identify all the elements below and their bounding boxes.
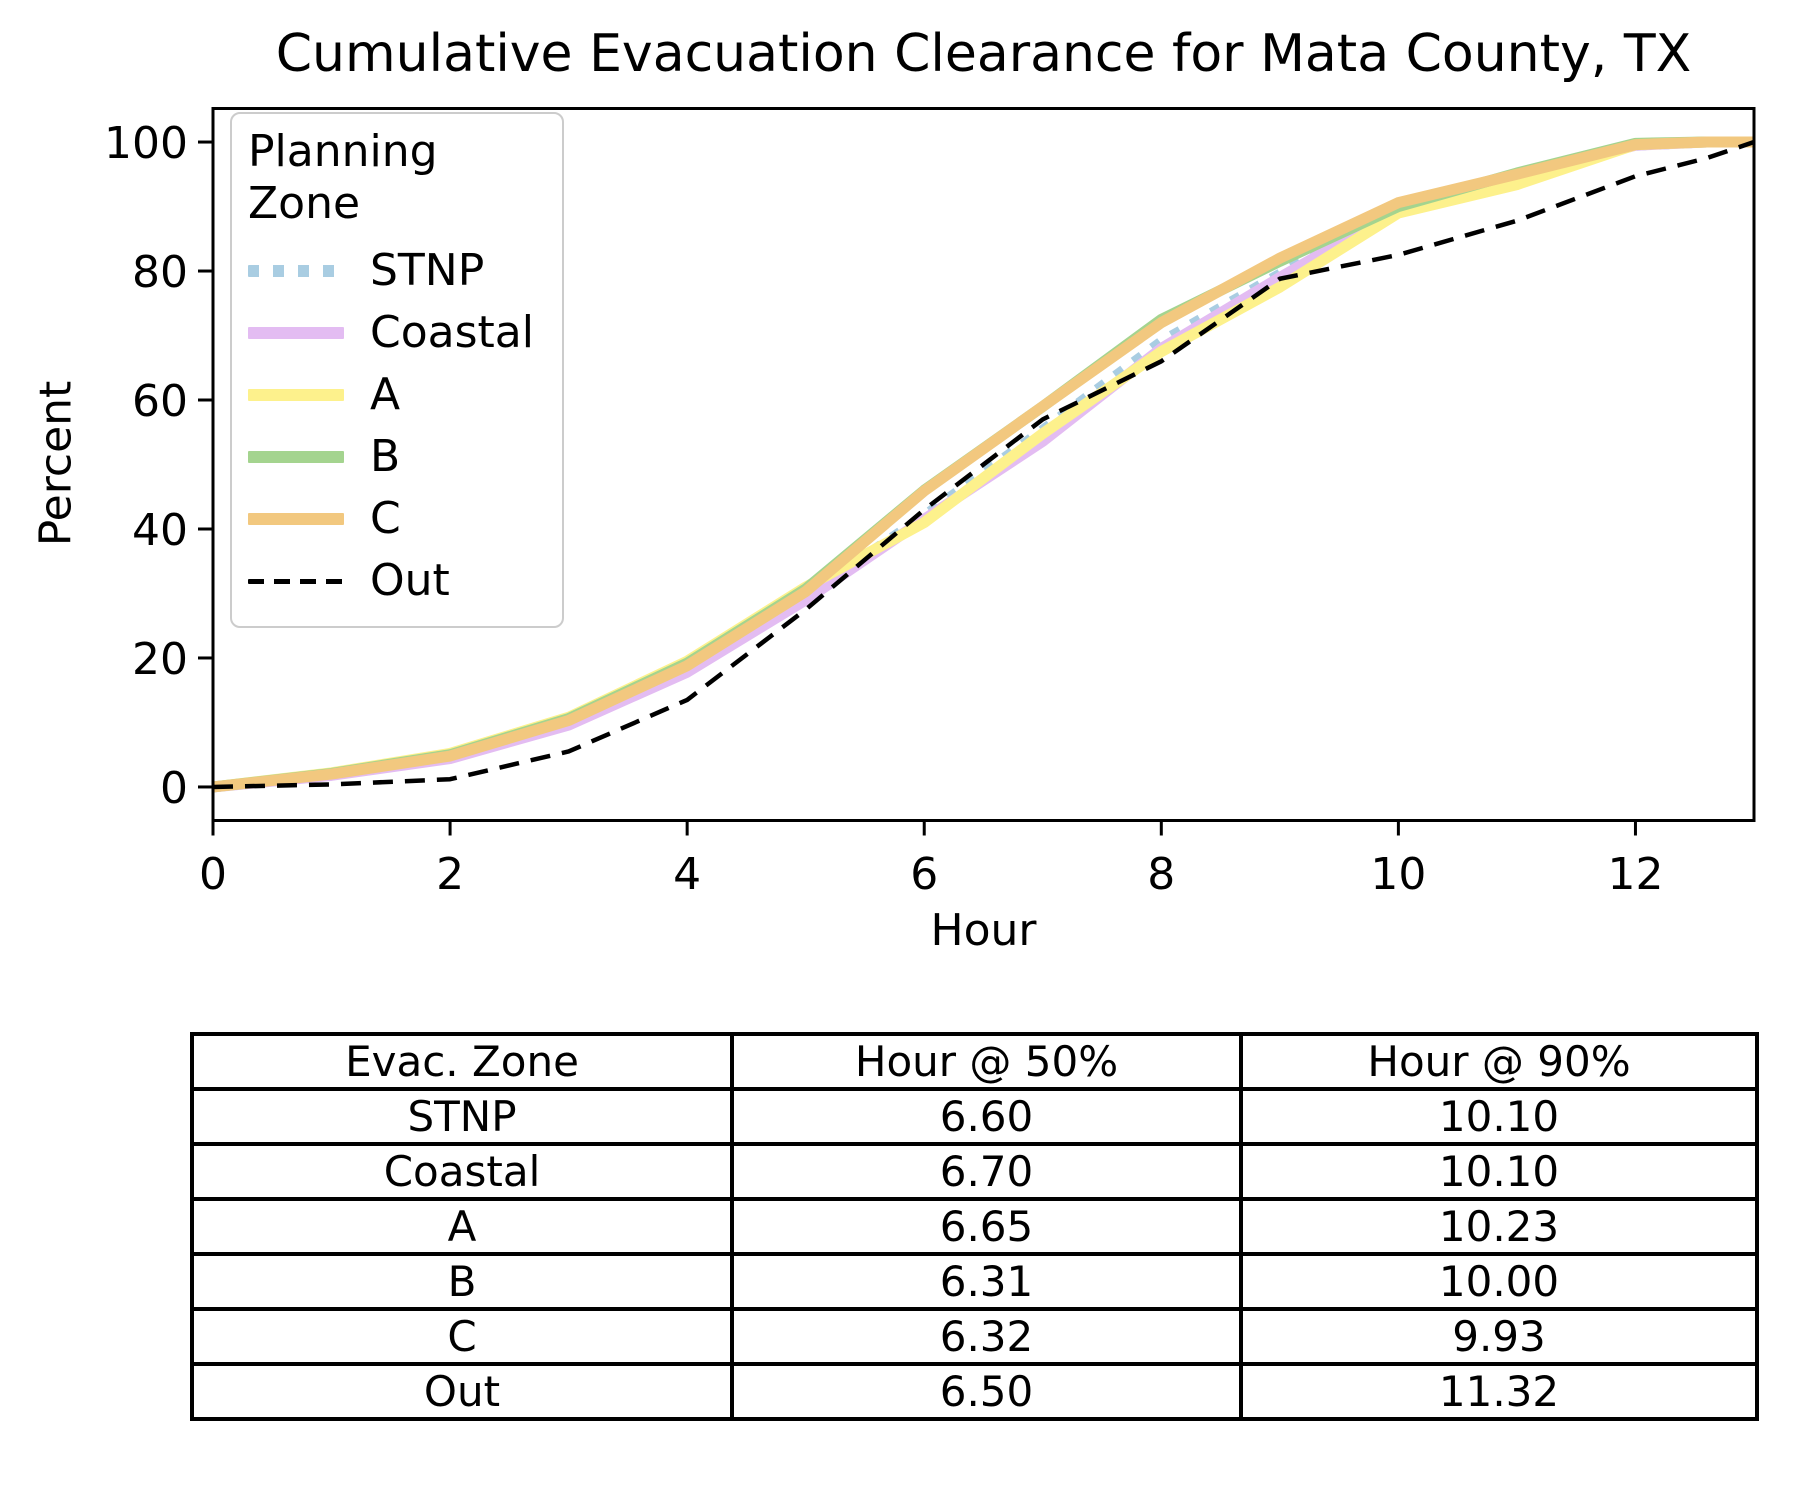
legend-items [248,240,552,612]
legend-item-a [248,364,552,426]
table-row-coastal [192,1144,1757,1199]
x-tick-label: 10 [1370,849,1427,900]
y-tick-label: 60 [132,376,188,428]
legend-label: Out [370,555,450,606]
y-tick-label: 80 [132,247,188,299]
legend-label: C [370,493,401,544]
legend-swatch-solid [248,451,344,463]
legend-item-c [248,488,552,550]
legend-swatch-dotted [248,265,344,277]
legend-swatch-dashed [248,579,344,584]
table-cell: 10.23 [1241,1199,1757,1254]
clearance-summary-table [190,1032,1759,1421]
y-tick-label: 0 [160,762,188,814]
legend [230,112,564,628]
table-cell: Coastal [192,1144,732,1199]
y-tick-label: 40 [132,504,188,556]
table-cell: 10.10 [1241,1089,1757,1144]
y-tick-label: 20 [132,633,188,685]
table-cell: 6.32 [732,1309,1241,1364]
y-axis-label: Percent [30,380,82,547]
table-cell: B [192,1254,732,1309]
legend-swatch-solid [248,327,344,339]
legend-label: Coastal [370,307,534,358]
legend-item-coastal [248,302,552,364]
table-header-cell: Hour @ 90% [1241,1034,1757,1089]
legend-swatch-solid [248,513,344,525]
legend-title: Planning Zone [248,126,438,229]
table-header-cell: Hour @ 50% [732,1034,1241,1089]
table-cell: 10.00 [1241,1254,1757,1309]
x-axis-label: Hour [930,905,1037,956]
table-row-stnp [192,1089,1757,1144]
legend-item-stnp [248,240,552,302]
y-tick-label: 100 [104,118,188,170]
legend-label: STNP [370,245,485,296]
table-cell: A [192,1199,732,1254]
x-tick-label: 4 [673,849,702,900]
table-cell: 6.50 [732,1364,1241,1419]
table-cell: 10.10 [1241,1144,1757,1199]
table-header-row [192,1034,1757,1089]
table-row-c [192,1309,1757,1364]
table-cell: 6.60 [732,1089,1241,1144]
table-row-out [192,1364,1757,1419]
table-cell: Out [192,1364,732,1419]
x-tick-label: 0 [199,849,227,900]
table-row-a [192,1199,1757,1254]
table-row-b [192,1254,1757,1309]
table-cell: 11.32 [1241,1364,1757,1419]
legend-label: A [370,369,401,420]
table-cell: 9.93 [1241,1309,1757,1364]
table-header-cell: Evac. Zone [192,1034,732,1089]
chart-title: Cumulative Evacuation Clearance for Mata County, TX [275,24,1692,84]
table-cell: 6.31 [732,1254,1241,1309]
x-tick-label: 2 [436,849,465,900]
legend-label: B [370,431,401,482]
table-cell: STNP [192,1089,732,1144]
legend-swatch-solid [248,389,344,401]
x-tick-label: 12 [1607,849,1664,900]
legend-item-out [248,550,552,612]
table-cell: 6.70 [732,1144,1241,1199]
x-tick-label: 6 [910,849,939,900]
x-tick-label: 8 [1147,849,1176,900]
table-cell: 6.65 [732,1199,1241,1254]
table-cell: C [192,1309,732,1364]
legend-item-b [248,426,552,488]
